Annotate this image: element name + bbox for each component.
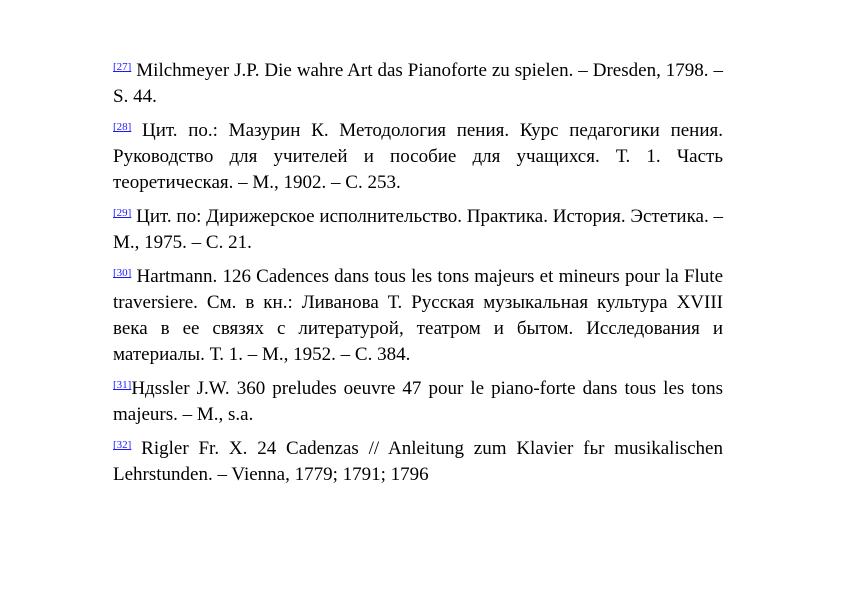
footnote-ref-27[interactable]: [27] — [113, 61, 132, 73]
footnote-ref-29[interactable]: [29] — [113, 207, 132, 219]
footnote-ref-28[interactable]: [28] — [113, 121, 132, 133]
footnote-text-28: Цит. по.: Мазурин К. Методология пения. Курс педагогики пения. Руководство для учителей и пособие для учащихся. Т. 1. Часть теоретическая. – М., 1902. – С. 253. — [113, 120, 723, 193]
footnote-31 — [113, 376, 723, 428]
footnote-text-30: Hartmann. 126 Cadences dans tous les tons majeurs et mineurs pour la Flute traversiere. См. в кн.: Ливанова Т. Русская музыкальная культура XVIII века в ее связях с литературой, театром и бытом. Исследования и материалы. Т. 1. – М., 1952. – С. 384. — [113, 266, 723, 365]
footnote-text-32: Rigler Fr. X. 24 Cadenzas // Anleitung zum Klavier fьr musikalischen Lehrstunden. – Vienna, 1779; 1791; 1796 — [113, 438, 723, 485]
footnote-ref-31[interactable]: [31] — [113, 379, 132, 391]
footnote-ref-32[interactable]: [32] — [113, 439, 132, 451]
footnote-text-29: Цит. по: Дирижерское исполнительство. Практика. История. Эстетика. – М., 1975. – С. 21. — [113, 206, 723, 253]
footnote-text-31: Ндssler J.W. 360 preludes oeuvre 47 pour le piano-forte dans tous les tons majeurs. – М., s.a. — [113, 378, 723, 425]
footnote-text-27: Milchmeyer J.P. Die wahre Art das Pianoforte zu spielen. – Dresden, 1798. – S. 44. — [113, 60, 723, 107]
footnote-ref-30[interactable]: [30] — [113, 267, 132, 279]
footnote-32 — [113, 436, 723, 488]
footnote-30 — [113, 264, 723, 368]
footnote-29 — [113, 204, 723, 256]
footnote-28 — [113, 118, 723, 196]
footnote-27 — [113, 58, 723, 110]
footnotes-section — [113, 58, 723, 496]
